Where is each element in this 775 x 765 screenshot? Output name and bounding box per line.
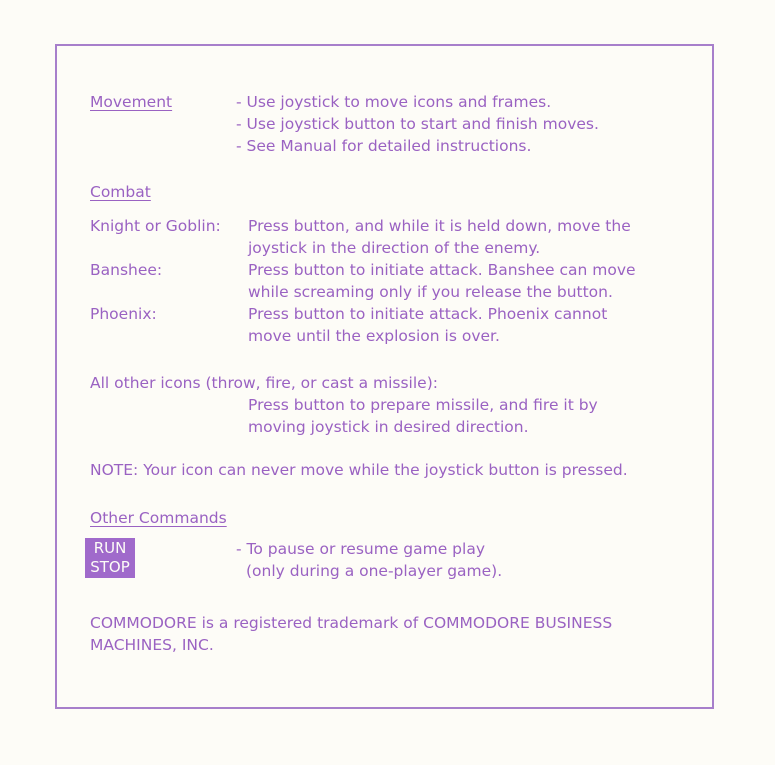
other-commands-heading: Other Commands <box>90 509 227 527</box>
trademark-line-2: MACHINES, INC. <box>90 636 214 654</box>
combat-label-phoenix: Phoenix: <box>90 305 157 323</box>
combat-phoenix-line-1: Press button to initiate attack. Phoenix cannot <box>248 305 608 323</box>
run-stop-key-badge <box>85 538 135 578</box>
combat-knight-line-2: joystick in the direction of the enemy. <box>248 239 541 257</box>
trademark-line-1: COMMODORE is a registered trademark of COMMODORE BUSINESS <box>90 614 613 632</box>
movement-line-1: - Use joystick to move icons and frames. <box>236 93 552 111</box>
movement-line-2: - Use joystick button to start and finish moves. <box>236 115 599 133</box>
other-icons-line-2: moving joystick in desired direction. <box>248 418 529 436</box>
other-icons-label: All other icons (throw, fire, or cast a missile): <box>90 374 438 392</box>
stop-key-label: STOP <box>90 558 130 576</box>
pause-line-2: (only during a one-player game). <box>246 562 503 580</box>
combat-banshee-line-2: while screaming only if you release the button. <box>248 283 613 301</box>
combat-banshee-line-1: Press button to initiate attack. Banshee can move <box>248 261 636 279</box>
other-icons-line-1: Press button to prepare missile, and fire it by <box>248 396 598 414</box>
movement-heading: Movement <box>90 93 173 111</box>
movement-line-3: - See Manual for detailed instructions. <box>236 137 532 155</box>
combat-phoenix-line-2: move until the explosion is over. <box>248 327 500 345</box>
pause-line-1: - To pause or resume game play <box>236 540 485 558</box>
run-key-label: RUN <box>93 539 127 557</box>
combat-knight-line-1: Press button, and while it is held down, move the <box>248 217 631 235</box>
combat-heading: Combat <box>90 183 151 201</box>
joystick-note: NOTE: Your icon can never move while the joystick button is pressed. <box>90 461 628 479</box>
combat-label-knight-goblin: Knight or Goblin: <box>90 217 221 235</box>
combat-label-banshee: Banshee: <box>90 261 163 279</box>
